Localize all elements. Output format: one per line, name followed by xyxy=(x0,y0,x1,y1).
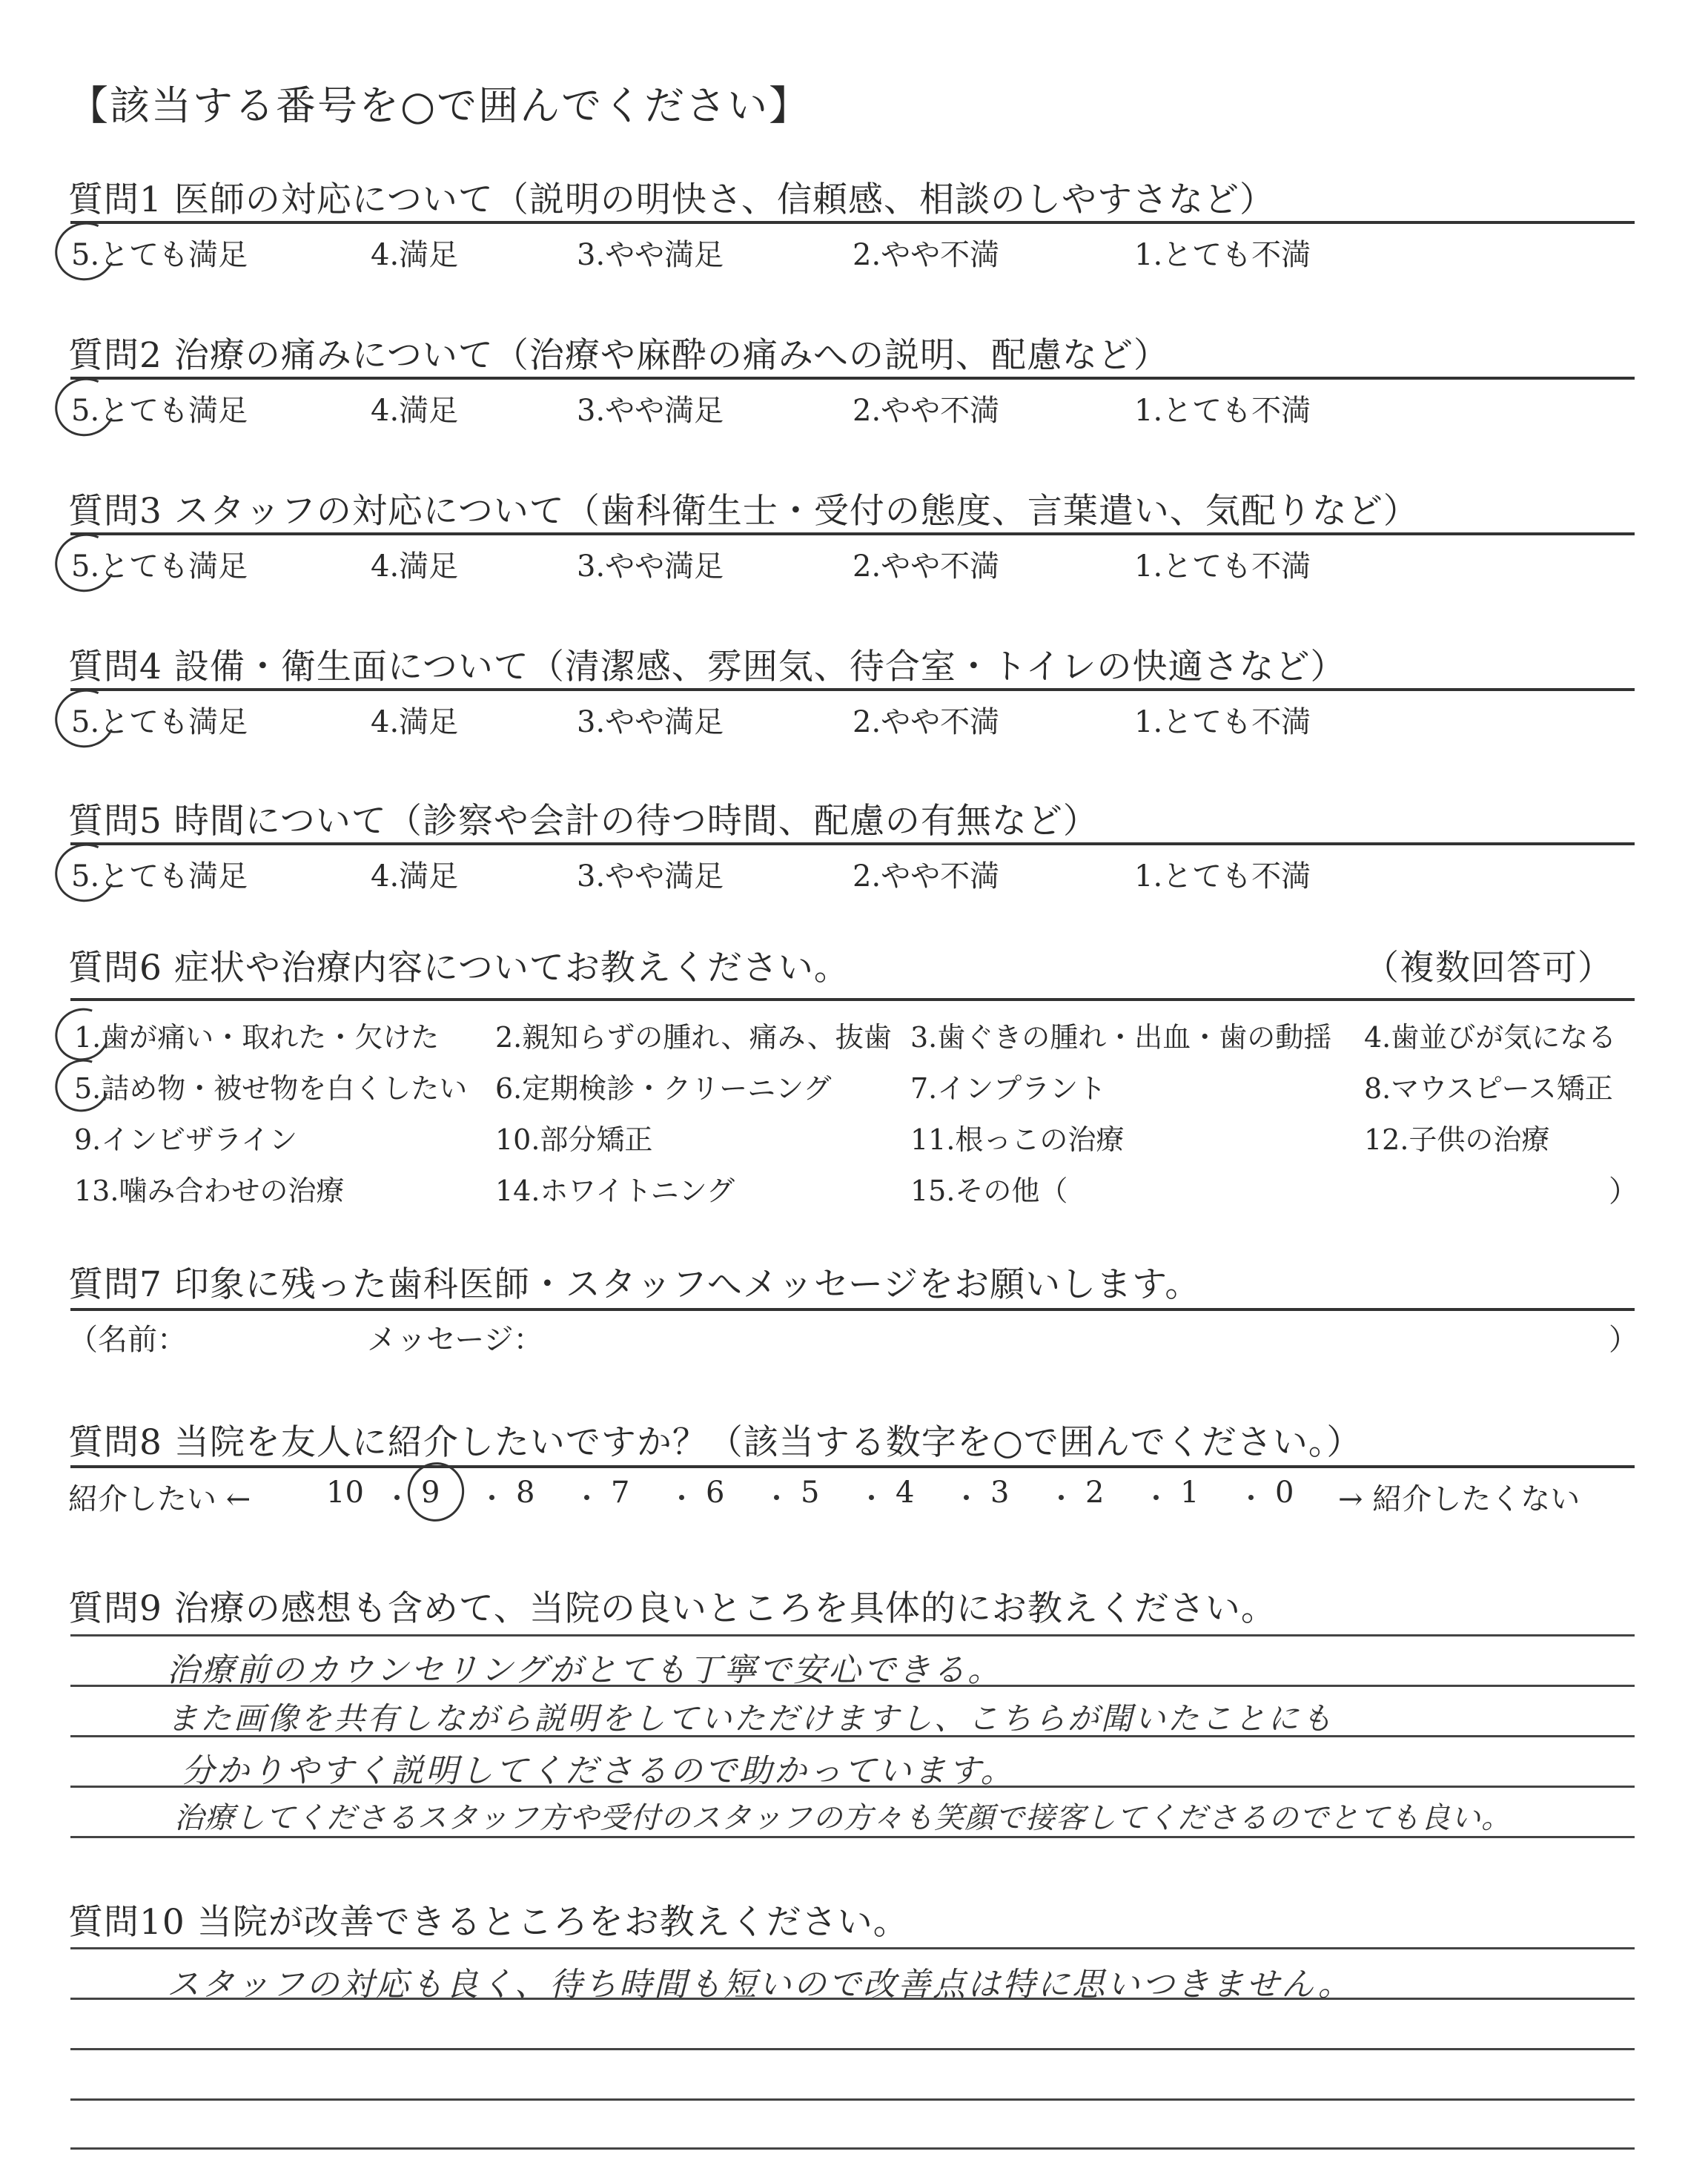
scale-separator-dot xyxy=(584,1495,589,1500)
q6-option[interactable]: 9.インビザライン xyxy=(74,1123,298,1156)
q6-option[interactable]: 4.歯並びが気になる xyxy=(1364,1021,1617,1054)
q9-answer-line: また画像を共有しながら説明をしていただけますし、こちらが聞いたことにも xyxy=(167,1700,1335,1737)
q6-option[interactable]: 11.根っこの治療 xyxy=(910,1123,1125,1156)
q7-close: ） xyxy=(1609,1323,1638,1357)
q6-option[interactable]: 12.子供の治療 xyxy=(1364,1123,1550,1156)
q1-option[interactable]: 3.やや満足 xyxy=(577,238,724,272)
q8-scale-value[interactable]: 6 xyxy=(706,1476,725,1510)
q2-option[interactable]: 4.満足 xyxy=(371,394,459,428)
q6-label: 質問6 症状や治療内容についてお教えください。 xyxy=(68,948,850,988)
q2-rule xyxy=(70,377,1635,380)
q8-scale-value[interactable]: 4 xyxy=(896,1476,915,1510)
scale-separator-dot xyxy=(1248,1495,1254,1500)
q8-scale-value[interactable]: 2 xyxy=(1085,1476,1105,1510)
q8-scale-value[interactable]: 0 xyxy=(1275,1476,1294,1510)
q6-note: （複数回答可） xyxy=(1364,948,1613,988)
q1-option[interactable]: 5.とても満足 xyxy=(71,238,248,272)
q3-label: 質問3 スタッフの対応について（歯科衛生士・受付の態度、言葉遣い、気配りなど） xyxy=(68,491,1419,532)
q6-other-close: ） xyxy=(1609,1175,1638,1209)
q6-option[interactable]: 2.親知らずの腫れ、痛み、抜歯 xyxy=(495,1021,892,1054)
selection-circle-mark xyxy=(47,369,124,444)
q6-option[interactable]: 7.インプラント xyxy=(910,1072,1107,1105)
q2-option[interactable]: 2.やや不満 xyxy=(853,394,1000,428)
q4-option[interactable]: 3.やや満足 xyxy=(577,705,724,739)
q4-label: 質問4 設備・衛生面について（清潔感、雰囲気、待合室・トイレの快適さなど） xyxy=(68,647,1346,687)
scale-separator-dot xyxy=(489,1495,494,1500)
q8-scale-value[interactable]: 5 xyxy=(801,1476,820,1510)
page-title: 【該当する番号を○で囲んでください】 xyxy=(68,82,811,129)
selection-circle-mark xyxy=(47,525,124,600)
q8-scale-value[interactable]: 9 xyxy=(421,1476,440,1510)
q6-rule xyxy=(70,998,1635,1001)
selection-circle-mark xyxy=(47,214,124,288)
q8-label: 質問8 当院を友人に紹介したいですか？（該当する数字を○で囲んでください。） xyxy=(68,1422,1363,1463)
q7-rule xyxy=(70,1308,1635,1311)
q3-option[interactable]: 3.やや満足 xyxy=(577,549,724,584)
scale-separator-dot xyxy=(679,1495,684,1500)
q4-option[interactable]: 1.とても不満 xyxy=(1134,705,1311,739)
q2-option[interactable]: 1.とても不満 xyxy=(1134,394,1311,428)
q9-answer-line: 治療前のカウンセリングがとても丁寧で安心できる。 xyxy=(167,1651,1003,1689)
q8-scale-value[interactable]: 10 xyxy=(326,1476,364,1510)
q3-option[interactable]: 5.とても満足 xyxy=(71,549,248,584)
scale-separator-dot xyxy=(774,1495,779,1500)
q2-option[interactable]: 3.やや満足 xyxy=(577,394,724,428)
q1-option[interactable]: 4.満足 xyxy=(371,238,459,272)
q8-rule xyxy=(70,1465,1635,1468)
selection-circle-mark xyxy=(47,835,124,910)
q7-label: 質問7 印象に残った歯科医師・スタッフへメッセージをお願いします。 xyxy=(68,1264,1201,1305)
q6-option[interactable]: 8.マウスピース矯正 xyxy=(1364,1072,1613,1105)
q4-option[interactable]: 5.とても満足 xyxy=(71,705,248,739)
q5-option[interactable]: 5.とても満足 xyxy=(71,859,248,894)
q1-label: 質問1 医師の対応について（説明の明快さ、信頼感、相談のしやすさなど） xyxy=(68,179,1276,220)
q6-option[interactable]: 14.ホワイトニング xyxy=(495,1175,735,1207)
q6-option[interactable]: 10.部分矯正 xyxy=(495,1123,653,1156)
q3-option[interactable]: 4.満足 xyxy=(371,549,459,584)
q8-left-label: 紹介したい ← xyxy=(68,1482,251,1516)
q8-right-label: → 紹介したくない xyxy=(1338,1482,1580,1516)
scale-separator-dot xyxy=(1153,1495,1159,1500)
q5-option[interactable]: 3.やや満足 xyxy=(577,859,724,894)
selection-circle-mark xyxy=(47,1051,119,1121)
q1-option[interactable]: 1.とても不満 xyxy=(1134,238,1311,272)
scale-separator-dot xyxy=(1059,1495,1064,1500)
q9-line xyxy=(70,1634,1635,1636)
q4-rule xyxy=(70,688,1635,691)
q3-option[interactable]: 1.とても不満 xyxy=(1134,549,1311,584)
q5-rule xyxy=(70,842,1635,845)
q1-option[interactable]: 2.やや不満 xyxy=(853,238,1000,272)
q7-name-label: （名前： xyxy=(68,1323,187,1357)
q5-option[interactable]: 4.満足 xyxy=(371,859,459,894)
q5-option[interactable]: 1.とても不満 xyxy=(1134,859,1311,894)
q8-scale-value[interactable]: 8 xyxy=(516,1476,535,1510)
q10-line xyxy=(70,1947,1635,1949)
q8-scale-value[interactable]: 3 xyxy=(990,1476,1010,1510)
q1-rule xyxy=(70,221,1635,224)
q6-option[interactable]: 3.歯ぐきの腫れ・出血・歯の動揺 xyxy=(910,1021,1332,1054)
q10-line xyxy=(70,2098,1635,2101)
q8-scale-value[interactable]: 1 xyxy=(1180,1476,1199,1510)
q9-answer-line: 分かりやすく説明してくださるので助かっています。 xyxy=(182,1752,1016,1790)
q7-message-label: メッセージ： xyxy=(367,1323,543,1357)
q10-label: 質問10 当院が改善できるところをお教えください。 xyxy=(68,1902,909,1943)
q10-line xyxy=(70,2147,1635,2150)
q5-label: 質問5 時間について（診察や会計の待つ時間、配慮の有無など） xyxy=(68,801,1099,842)
q6-option[interactable]: 1.歯が痛い・取れた・欠けた xyxy=(74,1021,440,1054)
scale-separator-dot xyxy=(964,1495,969,1500)
q2-option[interactable]: 5.とても満足 xyxy=(71,394,248,428)
q9-label: 質問9 治療の感想も含めて、当院の良いところを具体的にお教えください。 xyxy=(68,1588,1277,1629)
scale-separator-dot xyxy=(869,1495,874,1500)
q9-answer-line: 治療してくださるスタッフ方や受付のスタッフの方々も笑顔で接客してくださるのでとても良い。 xyxy=(174,1801,1512,1835)
selection-circle-mark xyxy=(47,681,124,756)
q3-rule xyxy=(70,532,1635,535)
q4-option[interactable]: 4.満足 xyxy=(371,705,459,739)
q2-label: 質問2 治療の痛みについて（治療や麻酔の痛みへの説明、配慮など） xyxy=(68,335,1169,376)
q10-answer-line: スタッフの対応も良く、待ち時間も短いので改善点は特に思いつきません。 xyxy=(167,1966,1353,2004)
q8-scale-value[interactable]: 7 xyxy=(611,1476,630,1510)
q6-option[interactable]: 15.その他（ xyxy=(910,1175,1068,1207)
scale-separator-dot xyxy=(394,1495,400,1500)
q4-option[interactable]: 2.やや不満 xyxy=(853,705,1000,739)
q6-option[interactable]: 13.噛み合わせの治療 xyxy=(74,1175,345,1207)
q3-option[interactable]: 2.やや不満 xyxy=(853,549,1000,584)
q6-option[interactable]: 6.定期検診・クリーニング xyxy=(495,1072,832,1105)
q10-line xyxy=(70,2048,1635,2050)
q6-option[interactable]: 5.詰め物・被せ物を白くしたい xyxy=(74,1072,468,1105)
q5-option[interactable]: 2.やや不満 xyxy=(853,859,1000,894)
